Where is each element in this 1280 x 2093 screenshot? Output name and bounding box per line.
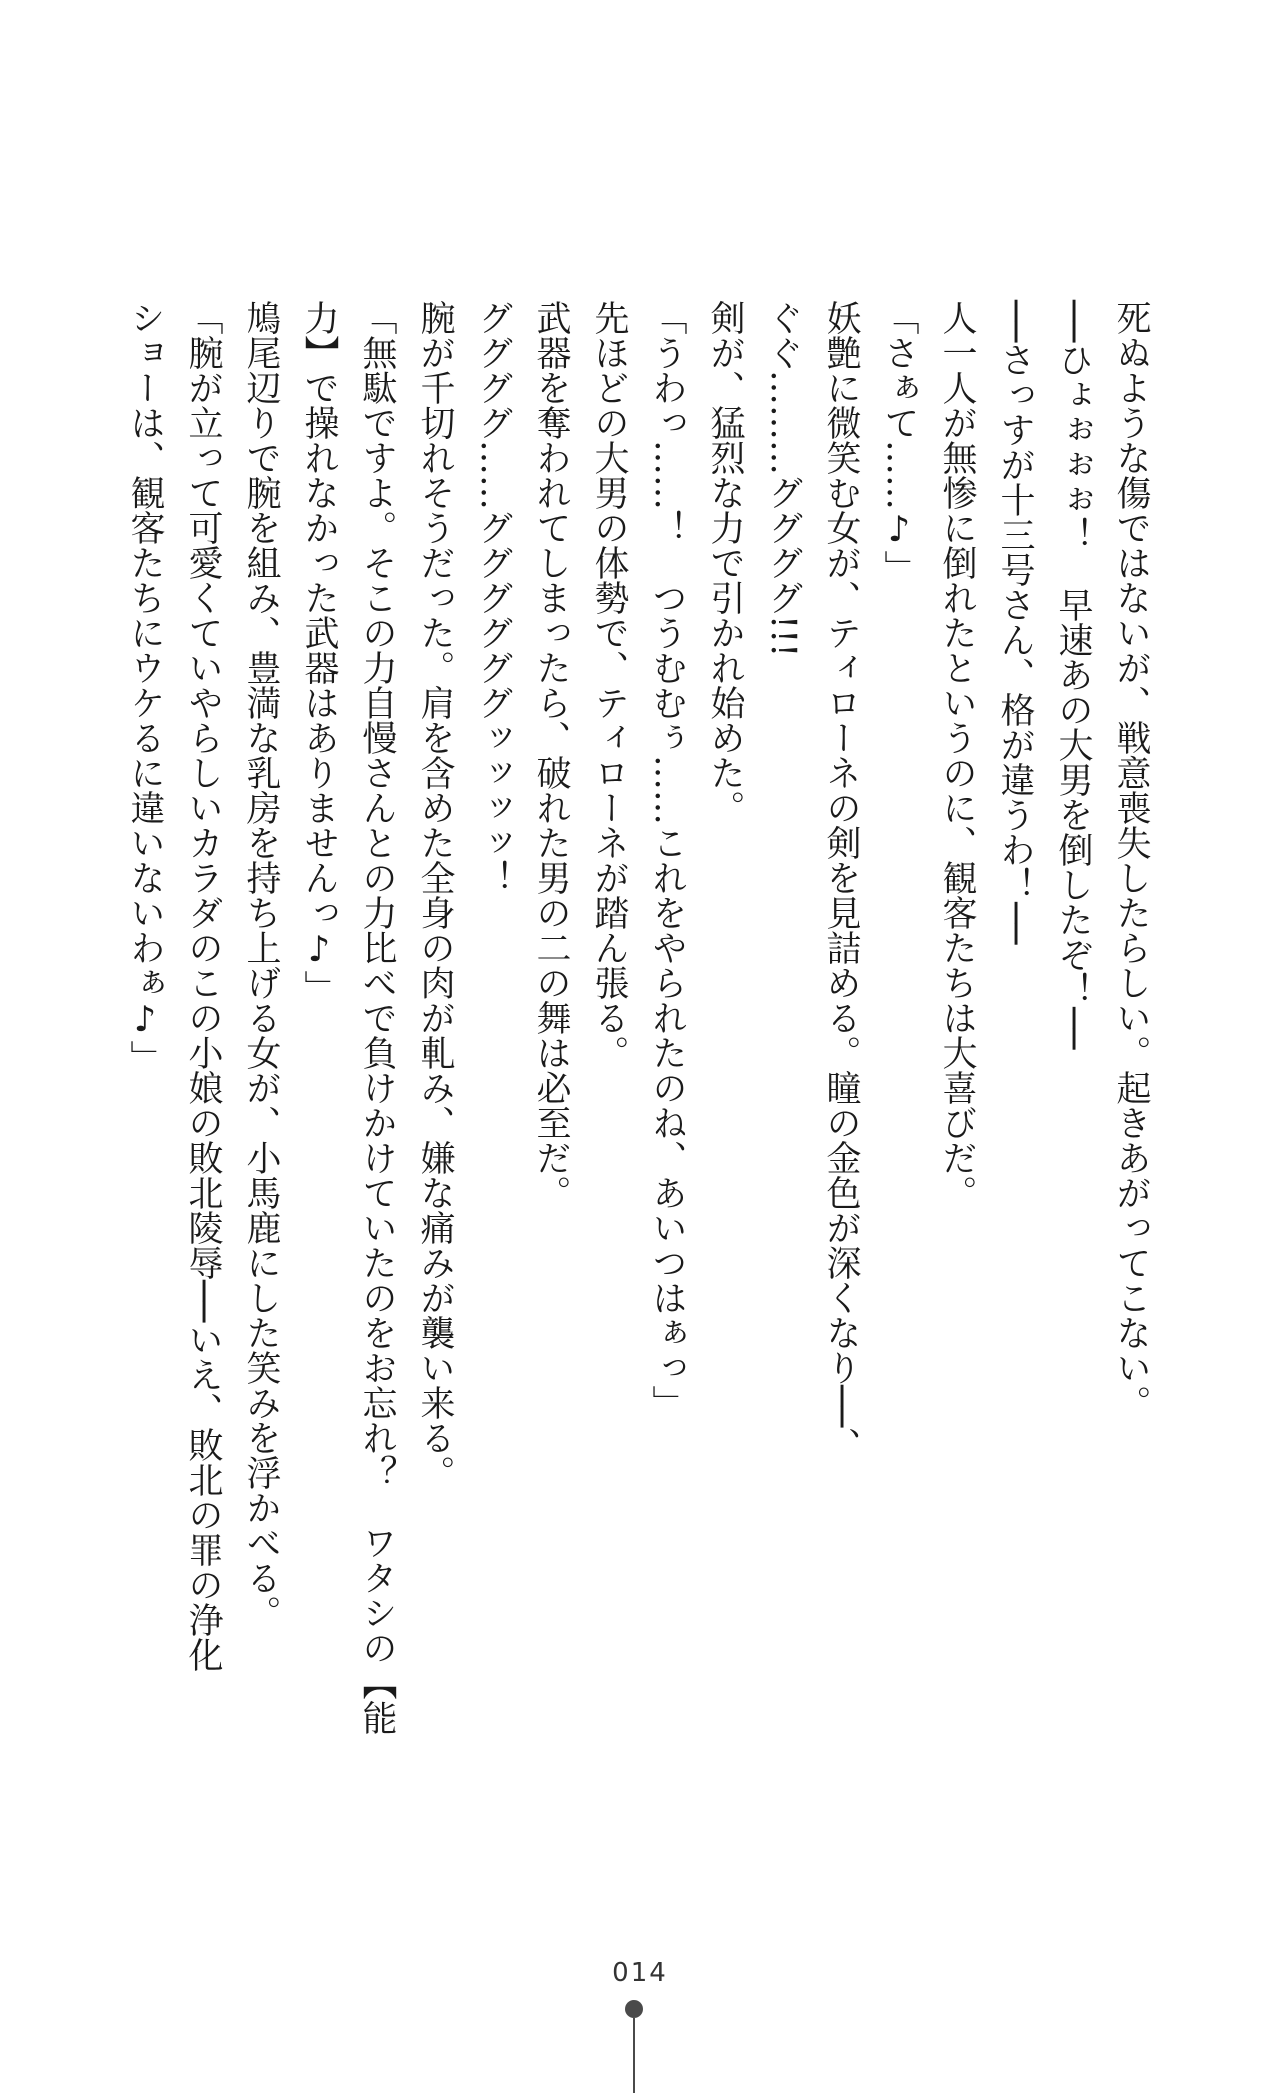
text-line: 先ほどの大男の体勢で、ティローネが踏ん張る。 (589, 300, 629, 1070)
text-line: 「腕が立って可愛くていやらしいカラダのこの小娘の敗北陵辱──いえ、敗北の罪の浄化 (183, 300, 223, 1673)
text-line: ぐぐ………ググググ!!! (763, 300, 803, 658)
text-line: 「うわっ……！ つうむむぅ……これをやられたのね、あいつはぁっ」 (647, 300, 687, 1420)
text-line: ググググ……ググググググッッッッ！ (473, 300, 513, 895)
text-line: ──ひょぉぉぉ！ 早速あの大男を倒したぞ！── (1053, 300, 1093, 1050)
text-line: 「さぁて……♪」 (879, 300, 919, 585)
text-line: ショーは、観客たちにウケるに違いないわぁ♪」 (125, 300, 165, 1075)
page-number: 014 (612, 1958, 668, 1988)
text-line: 死ぬような傷ではないが、戦意喪失したらしい。起きあがってこない。 (1111, 300, 1151, 1420)
text-line: ──さっすが十三号さん、格が違うわ！── (995, 300, 1035, 945)
text-line: 鳩尾辺りで腕を組み、豊満な乳房を持ち上げる女が、小馬鹿にした笑みを浮かべる。 (241, 300, 281, 1630)
text-line: 剣が、猛烈な力で引かれ始めた。 (705, 300, 745, 825)
text-line: 腕が千切れそうだった。肩を含めた全身の肉が軋み、嫌な痛みが襲い来る。 (415, 300, 455, 1490)
text-line: 「無駄ですよ。そこの力自慢さんとの力比べで負けかけていたのをお忘れ？ ワタシの【能 (357, 300, 397, 1735)
text-line: 武器を奪われてしまったら、破れた男の二の舞は必至だ。 (531, 300, 571, 1210)
text-line: 妖艶に微笑む女が、ティローネの剣を見詰める。瞳の金色が深くなり──、 (821, 300, 861, 1463)
folio-dot-ornament (625, 2000, 643, 2018)
text-line: 力】で操れなかった武器はありませんっ♪」 (299, 300, 339, 1005)
folio-rule-ornament (633, 2018, 635, 2093)
text-line: 人一人が無惨に倒れたというのに、観客たちは大喜びだ。 (937, 300, 977, 1210)
body-text (120, 300, 1160, 1750)
